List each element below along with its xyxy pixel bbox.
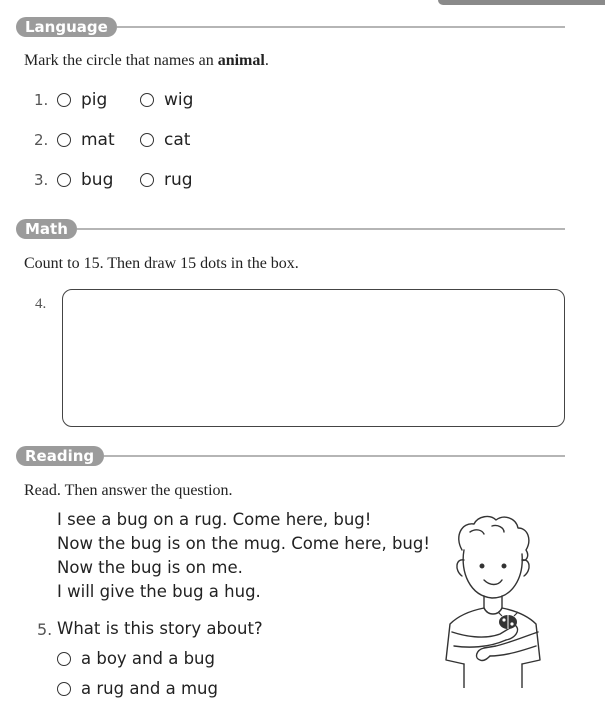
- section-label: Math: [16, 219, 77, 239]
- section-label: Reading: [16, 446, 104, 466]
- section-label: Language: [16, 17, 117, 37]
- option-label: wig: [164, 90, 194, 110]
- option-label: rug: [164, 170, 193, 190]
- section-rule: [77, 228, 565, 230]
- option-label: mat: [81, 130, 115, 150]
- question-number: 4.: [35, 296, 47, 312]
- empty-circle-icon[interactable]: [57, 682, 71, 696]
- language-section-header: [16, 17, 565, 37]
- story-line: Now the bug is on me.: [57, 558, 243, 577]
- page-tab-decoration: [438, 0, 605, 5]
- question-text: What is this story about?: [57, 619, 263, 638]
- empty-circle-icon[interactable]: [57, 93, 71, 107]
- story-line: I see a bug on a rug. Come here, bug!: [57, 510, 372, 529]
- option-label: bug: [81, 170, 114, 190]
- empty-circle-icon[interactable]: [57, 173, 71, 187]
- dot-drawing-box[interactable]: [62, 289, 565, 427]
- option-label: a boy and a bug: [81, 649, 215, 668]
- question-number: 2.: [34, 131, 49, 149]
- option-label: cat: [164, 130, 191, 150]
- ladybug-icon: [498, 612, 518, 629]
- question-number: 5.: [37, 620, 53, 639]
- reading-instruction: Read. Then answer the question.: [24, 482, 233, 499]
- empty-circle-icon[interactable]: [140, 133, 154, 147]
- section-rule: [117, 26, 565, 28]
- empty-circle-icon[interactable]: [140, 173, 154, 187]
- empty-circle-icon[interactable]: [57, 652, 71, 666]
- boy-holding-bug-illustration: [440, 510, 550, 688]
- option-label: pig: [81, 90, 108, 110]
- story-line: Now the bug is on the mug. Come here, bug!: [57, 534, 430, 553]
- question-number: 3.: [34, 171, 49, 189]
- question-number: 1.: [34, 91, 49, 109]
- math-instruction: Count to 15. Then draw 15 dots in the box.: [24, 255, 299, 272]
- story-line: I will give the bug a hug.: [57, 582, 261, 601]
- empty-circle-icon[interactable]: [57, 133, 71, 147]
- emphasis-word: animal: [217, 52, 265, 69]
- option-label: a rug and a mug: [81, 679, 218, 698]
- section-rule: [104, 455, 565, 457]
- empty-circle-icon[interactable]: [140, 93, 154, 107]
- language-instruction: Mark the circle that names an animal.: [24, 52, 269, 69]
- reading-section-header: [16, 446, 565, 466]
- math-section-header: [16, 219, 565, 239]
